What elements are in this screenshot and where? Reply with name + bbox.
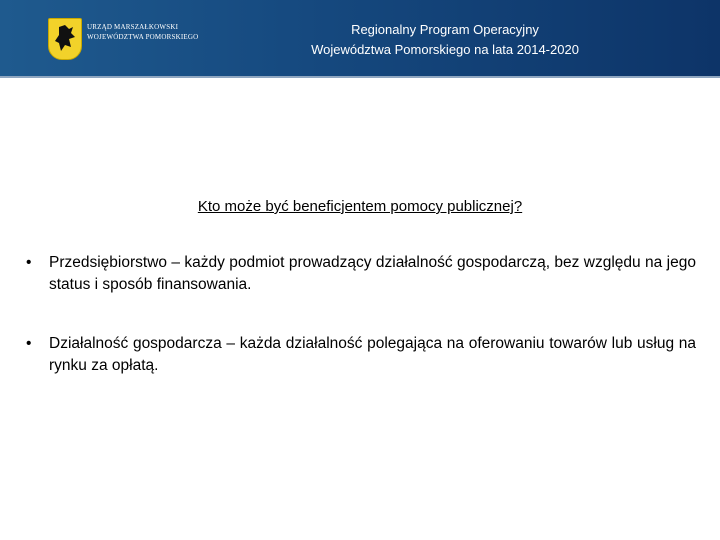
title-line-2: Województwa Pomorskiego na lata 2014-2020 — [311, 42, 579, 57]
bullet-marker: • — [26, 254, 32, 271]
header-banner — [0, 0, 720, 78]
bullet-text: Przedsiębiorstwo – każdy podmiot prowadzący działalność gospodarczą, bez względu na jego status i sposób finansowania. — [49, 254, 696, 293]
bullet-item — [26, 252, 696, 296]
bullet-marker: • — [26, 335, 32, 352]
org-line-2: WOJEWÓDZTWA POMORSKIEGO — [87, 33, 199, 41]
bullet-text: Działalność gospodarcza – każda działalność polegająca na oferowaniu towarów lub usług na rynku za opłatą. — [49, 335, 696, 374]
slide-question-heading: Kto może być beneficjentem pomocy publicznej? — [197, 198, 523, 215]
title-line-1: Regionalny Program Operacyjny — [351, 22, 539, 37]
griffin-crest-logo — [48, 18, 82, 60]
program-title — [270, 20, 620, 60]
bullet-item — [26, 333, 696, 377]
organization-name — [87, 22, 198, 42]
org-line-1: URZĄD MARSZAŁKOWSKI — [87, 23, 179, 31]
